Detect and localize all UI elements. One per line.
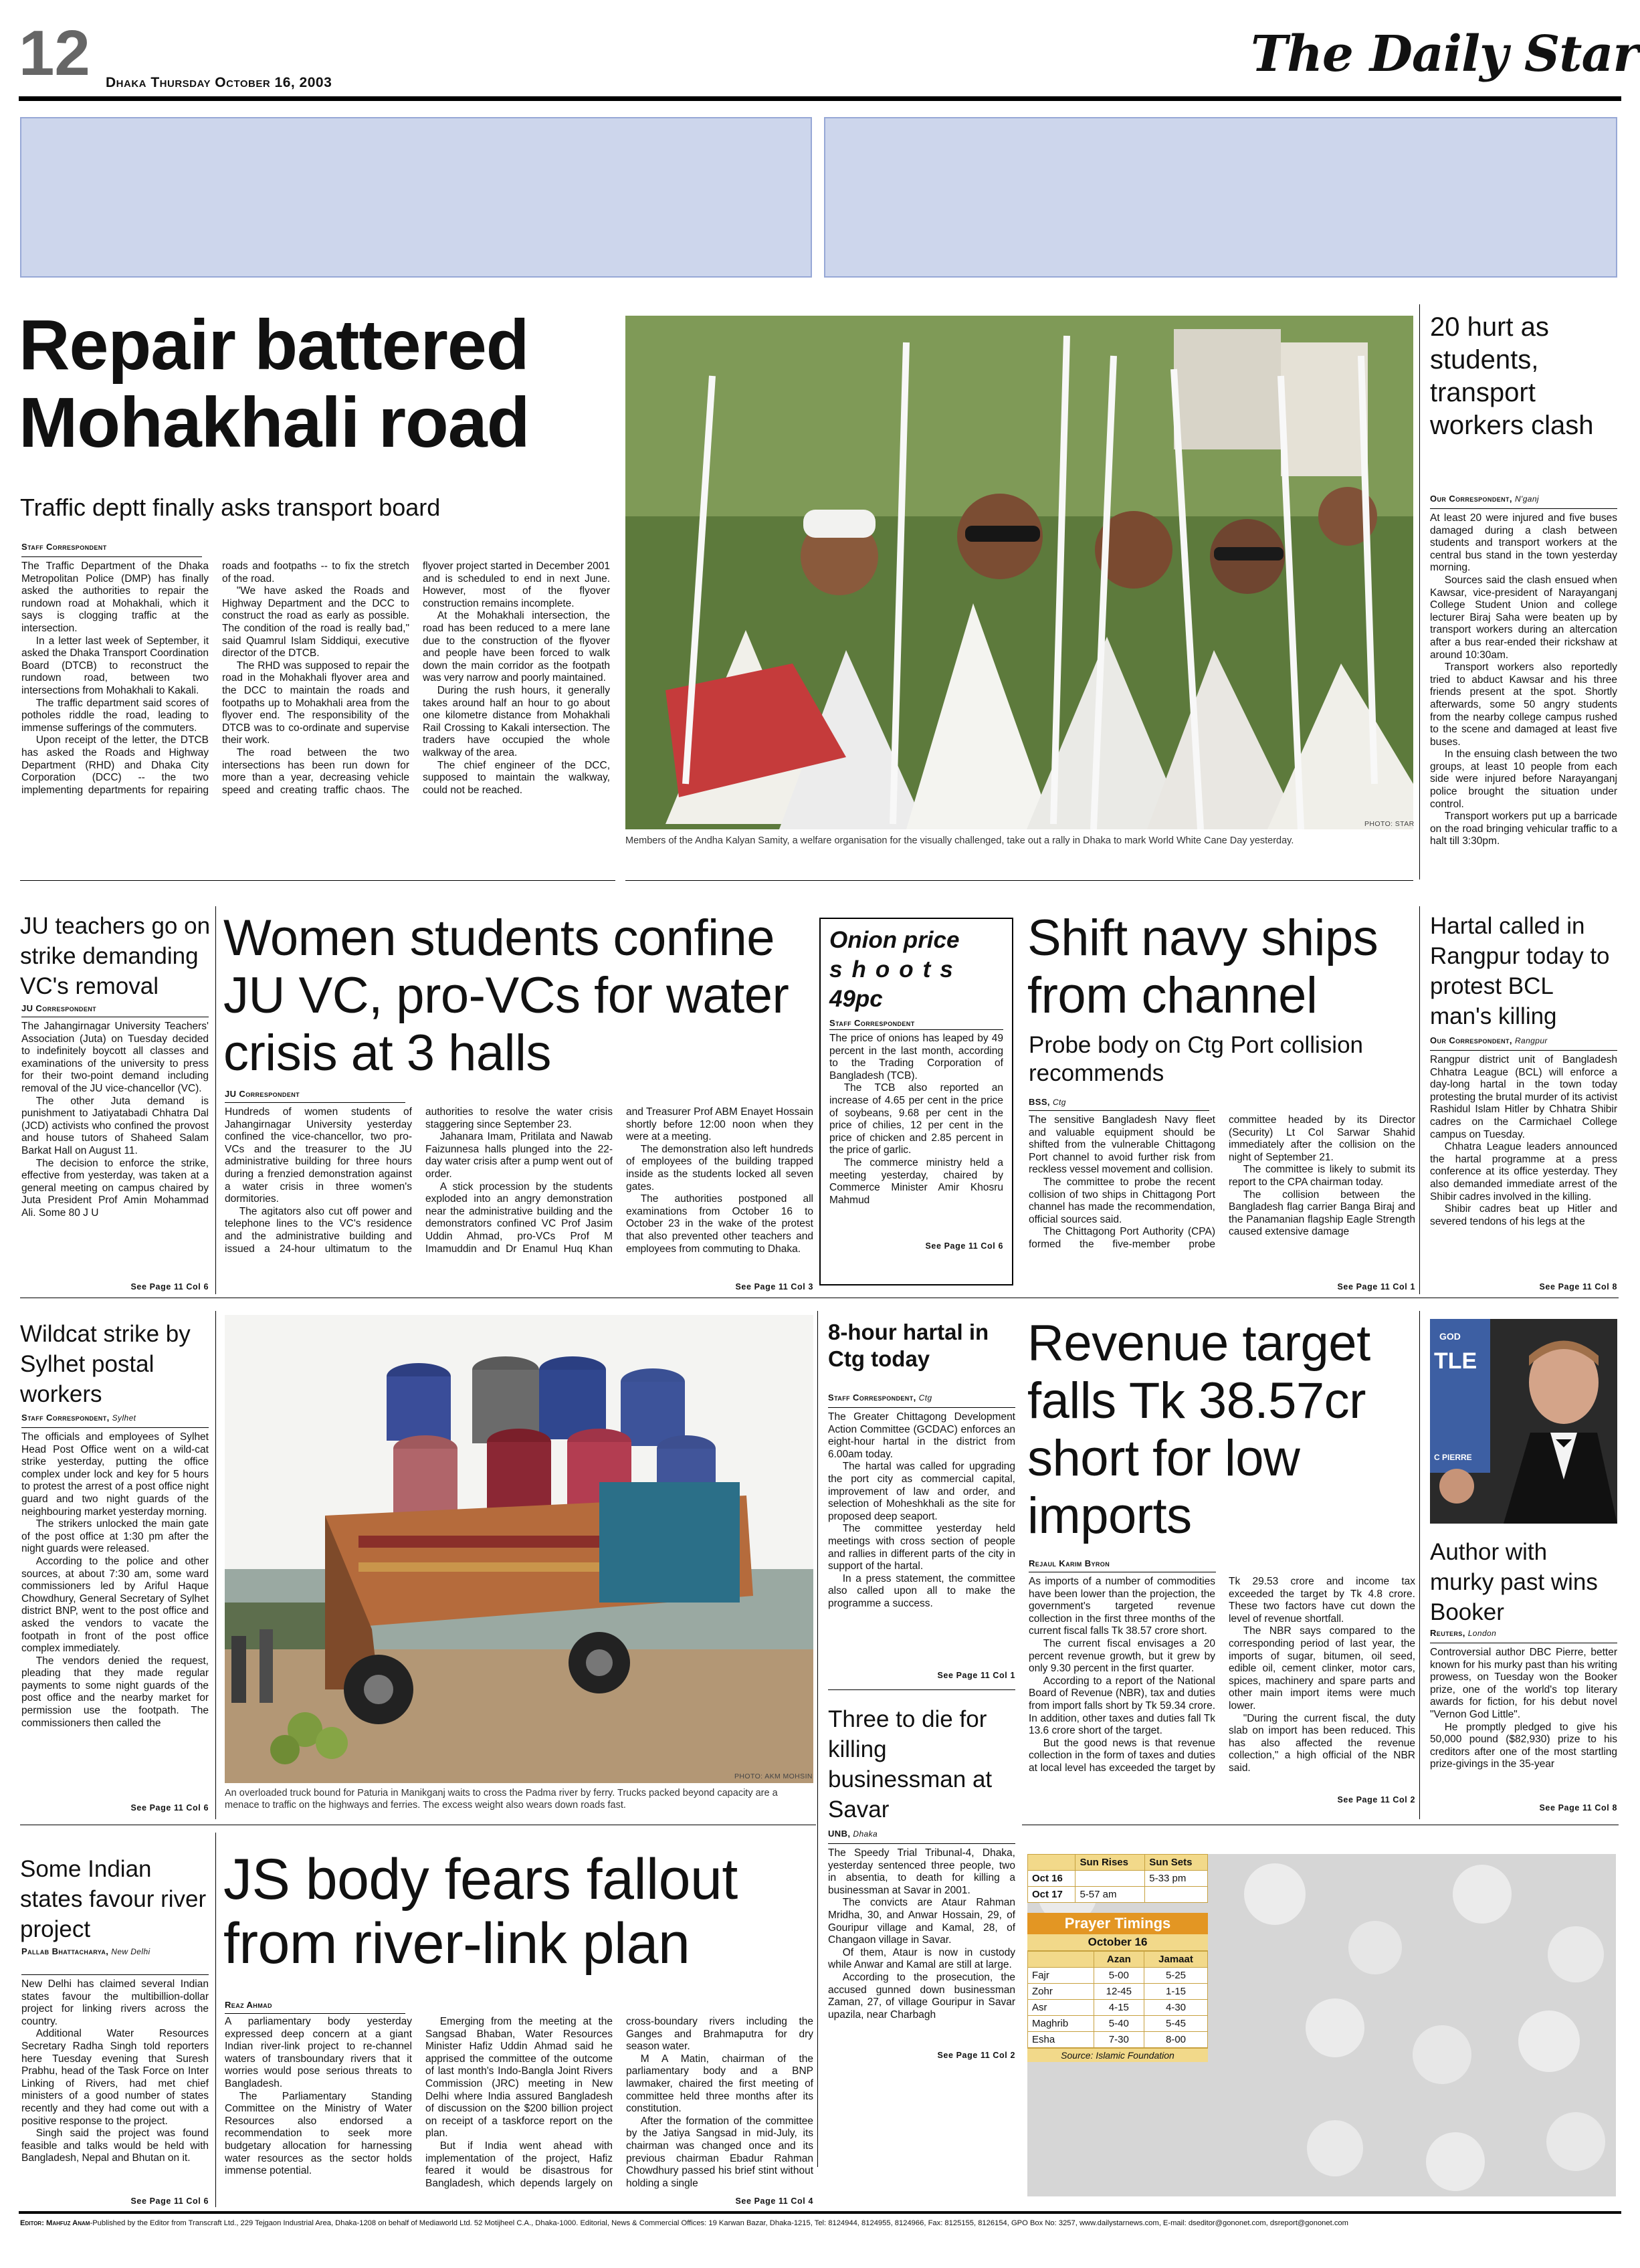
prayer-table-header-cell: Jamaat	[1144, 1952, 1208, 1968]
rangpur-headline: Hartal called in Rangpur today to protest BCL man's killing	[1430, 913, 1610, 1029]
navy-para: The committee is likely to submit its report to the CPA chairman today.	[1229, 1164, 1415, 1188]
timings-panel	[1027, 1854, 1616, 2196]
js-body-para: Emerging from the meeting at the Sangsad Bhaban, Water Resources Minister Hafiz Uddin Ahmad said he apprised the committee of the outcome of last month's Indo-Bangla Joint Rivers Commission (JRC) meeting in New Delhi where India assured Bangladesh of discussion on the $200 billion project on receipt of a taskforce report on the plan.	[425, 2016, 613, 2140]
prayer-source: Source: Islamic Foundation	[1027, 2048, 1208, 2062]
ju-strike-byline: JU Correspondent	[21, 1003, 97, 1013]
lead-headline-line2: Mohakhali road	[19, 383, 530, 462]
footer-editor-name: Mahfuz Anam	[46, 2219, 90, 2227]
prayer-table-grid	[1027, 1951, 1208, 2048]
booker-body	[1430, 1647, 1617, 1800]
revenue-body	[1029, 1561, 1415, 1807]
river-project-byline-location: New Delhi	[111, 1947, 150, 1956]
navy-subhead: Probe body on Ctg Port collision recommends	[1029, 1032, 1363, 1086]
navy-para: The committee to probe the recent collision of two ships in Chittagong Port channel has made the recommendation, official sources said.	[1029, 1176, 1215, 1225]
prayer-table-cell: 7-30	[1094, 2032, 1144, 2048]
sun-table	[1027, 1854, 1208, 1903]
prayer-table-row	[1028, 2016, 1208, 2032]
clash-para: Transport workers put up a barricade on the road bringing vehicular traffic to a halt till 3:30pm.	[1430, 811, 1617, 847]
booker-byline-name: Reuters,	[1430, 1628, 1465, 1638]
prayer-table-cell: Asr	[1028, 2000, 1094, 2016]
js-body-para: After the formation of the committee by the Jatiya Sangsad in mid-July, its chairman was changed once and its previous chairman Ebadur Rahman Chowdhury passed his brief stint without holding a single	[626, 2115, 813, 2189]
sylhet-byline-name: Staff Correspondent,	[21, 1413, 110, 1423]
clash-body	[1430, 512, 1617, 878]
women-students-para: The authorities postponed all examinations from October 16 to October 23 in the wake of the protest that also prevented other teachers and employees from commuting to Dhaka.	[626, 1193, 813, 1255]
lead-headline-line1: Repair battered	[19, 306, 529, 385]
booker-see-page: See Page 11 Col 8	[1539, 1803, 1617, 1813]
book-cover-text-3: C PIERRE	[1434, 1453, 1472, 1462]
river-project-para: Singh said the project was found feasible and talks would be held with Bangladesh, Nepal and Bhutan on it.	[21, 2128, 209, 2164]
prayer-table-cell: 8-00	[1144, 2032, 1208, 2048]
onion-byline-rule	[829, 1029, 1003, 1030]
ju-strike-para: The Jahangirnagar University Teachers' Association (Juta) on Tuesday decided to indefinitely boycott all classes and examinations of the university to press for their two-point demand including removal of the JU vice-chancellor (VC).	[21, 1021, 209, 1094]
river-project-headline: Some Indian states favour river project	[20, 1856, 207, 1942]
revenue-byline: Rejaul Karim Byron	[1029, 1558, 1110, 1568]
revenue-para: The current fiscal envisages a 20 percent revenue growth, but it grew by only 9.30 percent in the first quarter.	[1029, 1637, 1215, 1675]
footer-imprint	[20, 2219, 1619, 2227]
lead-byline-rule	[21, 556, 202, 557]
rally-photo-credit: PHOTO: STAR	[1364, 820, 1415, 828]
prayer-table	[1027, 1913, 1208, 2062]
navy-headline: Shift navy ships from channel	[1027, 910, 1378, 1024]
ctg-hartal-see-page: See Page 11 Col 1	[937, 1671, 1015, 1680]
ctg-hartal-para: In a press statement, the committee also called upon all to make the programme a success.	[828, 1572, 1015, 1609]
ju-strike-headline: JU teachers go on strike demanding VC's removal	[20, 913, 211, 999]
women-students-byline: JU Correspondent	[225, 1089, 300, 1099]
river-project-byline-rule	[21, 1974, 209, 1975]
rangpur-byline	[1430, 1035, 1617, 1045]
river-project-see-page: See Page 11 Col 6	[130, 2196, 209, 2206]
rally-photo-art	[625, 316, 1413, 829]
navy-para: The sensitive Bangladesh Navy fleet and valuable equipment should be shifted from the vulnerable Chittagong Port channel to avoid further risk from reckless vessel movement and collision.	[1029, 1114, 1215, 1176]
sun-table-row	[1028, 1887, 1208, 1903]
lead-subhead: Traffic deptt finally asks transport board	[20, 494, 441, 521]
savar-headline: Three to die for killing businessman at Savar	[828, 1706, 993, 1823]
prayer-table-header-cell	[1028, 1952, 1094, 1968]
col-divider	[215, 906, 216, 1294]
clash-byline-name: Our Correspondent,	[1430, 494, 1512, 504]
sun-table-cell: 5-57 am	[1075, 1887, 1145, 1903]
savar-byline	[828, 1829, 1015, 1839]
prayer-table-cell: Esha	[1028, 2032, 1094, 2048]
prayer-table-header	[1028, 1952, 1208, 1968]
clash-para: At least 20 were injured and five buses damaged during a clash between students and transport workers at the central bus stand in the town yesterday morning.	[1430, 512, 1617, 574]
footer-editor-label: Editor:	[20, 2219, 44, 2227]
lead-bottom-rule	[20, 880, 615, 881]
sylhet-para: The strikers unlocked the main gate of the post office at 1:30 pm after the night guards were released.	[21, 1518, 209, 1555]
clash-byline-location: N'ganj	[1514, 494, 1539, 504]
rally-photo-caption: Members of the Andha Kalyan Samity, a welfare organisation for the visually challenged, take out a rally in Dhaka to mark World White Cane Day yesterday.	[625, 835, 1294, 846]
booker-headline: Author with murky past wins Booker	[1430, 1539, 1598, 1625]
booker-byline	[1430, 1628, 1617, 1638]
onion-headline-line2: shoots	[829, 956, 962, 983]
onion-body	[829, 1033, 1003, 1237]
onion-headline-line3: 49pc	[829, 986, 883, 1012]
savar-byline-rule	[828, 1843, 1015, 1844]
right-col-divider-2	[1419, 906, 1420, 1294]
sun-table-cell	[1075, 1871, 1145, 1887]
river-project-para: Additional Water Resources Secretary Radha Singh told reporters here Tuesday evening that Suresh Prabhu, head of the Task Force on Inter Linking of Rivers, had met chief ministers of a good number of states recently and they had come out with a positive response to the project.	[21, 2028, 209, 2127]
river-project-byline	[21, 1946, 209, 1956]
right-col-divider-3	[1419, 1311, 1420, 1819]
sylhet-byline-location: Sylhet	[112, 1413, 136, 1423]
women-students-para: The agitators also cut off power and telephone lines to the VC's residence and the administrative building and issued a 24-hour ultimatum to the authorities to resolve the water crisis staggering since September 23.	[225, 1106, 613, 1255]
lead-para: The Traffic Department of the Dhaka Metropolitan Police (DMP) has finally asked the authorities to repair the rundown road at Mohakhali, which it says is clogging traffic at the intersection.	[21, 560, 209, 634]
onion-see-page: See Page 11 Col 6	[925, 1241, 1003, 1251]
clash-para: In the ensuing clash between the two groups, at least 10 people from each side were injured before Narayanganj police brought the situation under control.	[1430, 748, 1617, 810]
navy-para: The Chittagong Port Authority (CPA) formed the five-member probe committee headed by its Director (Security) Lt Col Sarwar Shahid immediately after the collision on the night of September 21.	[1029, 1114, 1415, 1250]
rangpur-body	[1430, 1054, 1617, 1279]
savar-para: According to the prosecution, the accused gunned down businessman Zaman, 27, of village Gouripur in Savar upazila, near Charbagh	[828, 1971, 1015, 2021]
lead-para: In a letter last week of September, it asked the Dhaka Transport Coordination Board (DTCB) to reconstruct the rundown road, between two intersections from Mohakhali to Kakali.	[21, 635, 209, 696]
ctg-hartal-byline-name: Staff Correspondent,	[828, 1393, 916, 1403]
ju-strike-see-page: See Page 11 Col 6	[130, 1282, 209, 1292]
lead-para: The RHD was supposed to repair the road in the Mohakhali flyover area and the DCC to maintain the roads and footpaths up to Mohakhali area from the flyover end. The responsibility of the DTCB was to co-ordinate and supervise their work.	[222, 659, 409, 746]
savar-byline-location: Dhaka	[853, 1829, 878, 1839]
women-students-para: The demonstration also left hundreds of employees of the building trapped inside as the students locked all seven gates.	[626, 1143, 813, 1193]
sylhet-see-page: See Page 11 Col 6	[130, 1803, 209, 1813]
onion-para: The TCB also reported an increase of 4.65 per cent in the price of soybeans, 9.68 per cent in the price of chilies, 12 per cent in the price of chicken and 2.85 percent in the price of garlic.	[829, 1082, 1003, 1156]
revenue-para: "During the current fiscal, the duty slab on import has been reduced. This has also affected the revenue collection," a high official of the NBR said.	[1229, 1712, 1415, 1774]
booker-para: He promptly pledged to give his 50,000 pound ($82,930) prize to his creditors after one of the most startling prize-givings in the 35-year	[1430, 1721, 1617, 1770]
women-students-body	[225, 1106, 813, 1279]
ju-strike-para: The decision to enforce the strike, effective from yesterday, was taken at a general meeting on campus chaired by Juta President Prof Amin Mohammad Ali. Some 80 J U	[21, 1157, 209, 1219]
women-students-para: Hundreds of women students of Jahangirnagar University yesterday confined the vice-chancellor, two pro-VCs and the treasurer to the JU administrative building for three hours during a frenzied demonstration against a water crisis in three women's dormitories.	[225, 1106, 412, 1205]
booker-byline-location: London	[1467, 1629, 1497, 1638]
js-body-byline: Reaz Ahmad	[225, 2000, 272, 2010]
navy-para: The collision between the Bangladesh flag carrier Banga Biraj and the Panamanian flagship Eagle Strength caused extensive damage	[1229, 1189, 1415, 1238]
savar-body	[828, 1847, 1015, 2047]
sylhet-para: According to the police and other sources, at about 7:30 am, some ward commissioners led by Ariful Haque Chowdhury, General Secretary of Sylhet district BNP, went to the post office and asked the vendors to vacate the footpath in front of the post office complex immediately.	[21, 1555, 209, 1655]
prayer-table-cell: Fajr	[1028, 1968, 1094, 1984]
prayer-table-cell: 1-15	[1144, 1984, 1208, 2000]
js-body-para: M A Matin, chairman of the parliamentary body and a BNP lawmaker, chaired the first meeting of committee held three months after its constitution.	[626, 2053, 813, 2115]
rangpur-byline-name: Our Correspondent,	[1430, 1035, 1512, 1045]
dateline: Dhaka Thursday October 16, 2003	[106, 75, 332, 90]
truck-photo-caption: An overloaded truck bound for Paturia in Manikganj waits to cross the Padma river by ferry. Trucks packed beyond capacity are a menace to traffic on the highways and ferries. The excess weight also wears down roads fast.	[225, 1788, 778, 1811]
ctg-hartal-para: The Greater Chittagong Development Action Committee (GCDAC) enforces an eight-hour hartal in the district from 6.00am today.	[828, 1411, 1015, 1460]
rangpur-para: Chhatra League leaders announced the hartal programme at a press conference at its office yesterday. They also demanded immediate arrest of the Shibir cadres involved in the killing.	[1430, 1141, 1617, 1203]
clash-para: Transport workers also reportedly tried to abduct Kawsar and his three friends present at the spot. Shortly afterwards, some 50 angry students from the nearby college campus rushed to the scene and damaged at least five buses.	[1430, 661, 1617, 748]
footer-imprint-text: -Published by the Editor from Transcraft Ltd., 229 Tejgaon Industrial Area, Dhaka-1208 on behalf of Mediaworld Ltd. 52 Motijheel C.A., Dhaka-1000. Editorial, News & Commercial Offices: 19 Karwan Bazar, Dhaka-1215, Tel: 8124944, 8124955, 8124966, Fax: 8125155, 8126154, GPO Box No: 3257, www.dailystarnews.com, E-mail: dseditor@gononet.com, dsreport@gononet.com	[90, 2219, 1348, 2227]
ctg-hartal-bottom-rule	[828, 1689, 1015, 1690]
truck-photo	[225, 1315, 813, 1783]
navy-byline-location: Ctg	[1052, 1098, 1066, 1107]
lead-para: The chief engineer of the DCC, supposed to maintain the walkway, could not be reached.	[423, 759, 610, 796]
js-body-para: But if India went ahead with implementation of the project, Hafiz feared it would be disastrous for Bangladesh, which depends largely on cross-boundary rivers including the Ganges and Brahmaputra for dry season water.	[425, 2016, 813, 2189]
ctg-hartal-byline-location: Ctg	[918, 1393, 932, 1403]
onion-para: The commerce ministry held a meeting yesterday, chaired by Commerce Minister Amir Khosru Mahmud	[829, 1156, 1003, 1206]
js-body-body	[225, 2001, 813, 2203]
clash-byline-rule	[1430, 508, 1617, 509]
sun-table-header-cell: Sun Rises	[1075, 1855, 1145, 1871]
ju-strike-para: The other Juta demand is punishment to Jatiyatabadi Chhatra Dal (JCD) activists who confined the provost and house tutors of Shaheed Salam Barkat Hall on August 11.	[21, 1095, 209, 1156]
river-project-body	[21, 1978, 209, 2192]
sun-table-cell: Oct 16	[1028, 1871, 1075, 1887]
lead-para: During the rush hours, it generally takes around half an hour to go about one kilometre distance from Mohakhali Rail Crossing to Kakali intersection. The traders have occupied the whole walkway of the area.	[423, 684, 610, 758]
js-body-para: The Parliamentary Standing Committee on the Ministry of Water Resources also endorsed a recommendation to seek more budgetary allocation for harnessing water resources as the sector holds immense potential.	[225, 2090, 412, 2177]
book-cover-text-1: GOD	[1439, 1331, 1461, 1342]
prayer-date: October 16	[1027, 1934, 1208, 1951]
rangpur-byline-location: Rangpur	[1514, 1036, 1548, 1045]
rangpur-see-page: See Page 11 Col 8	[1539, 1282, 1617, 1292]
js-body-see-page: See Page 11 Col 4	[735, 2196, 813, 2206]
rangpur-para: Rangpur district unit of Bangladesh Chhatra League (BCL) will enforce a day-long hartal in the town today protesting the brutal murder of its activist Rashidul Islam Hitler by Chhatra Shibir cadres on the Carmichael College campus on Tuesday.	[1430, 1054, 1617, 1140]
prayer-table-cell: Zohr	[1028, 1984, 1094, 2000]
savar-para: Of them, Ataur is now in custody while Anwar and Kamal are still at large.	[828, 1946, 1015, 1971]
rally-photo	[625, 316, 1413, 829]
savar-para: The convicts are Ataur Rahman Mridha, 30, and Anwar Hossain, 29, of Gouripur village and Kamal, 28, of Changaon village in Savar.	[828, 1897, 1015, 1946]
rangpur-byline-rule	[1430, 1050, 1617, 1051]
women-students-see-page: See Page 11 Col 3	[735, 1282, 813, 1292]
sun-table-grid	[1027, 1854, 1208, 1903]
masthead-rule	[19, 96, 1621, 101]
revenue-para: The NBR says compared to the corresponding period of last year, the imports of sugar, bitumen, oil seed, edible oil, cement clinker, motor cars, spices, machinery and spare parts and other main import items were much lower.	[1229, 1625, 1415, 1712]
lead-para: The traffic department said scores of potholes riddle the road, leading to immense sufferings of the commuters.	[21, 697, 209, 734]
sylhet-byline-rule	[21, 1427, 209, 1428]
onion-headline-line1: Onion price	[829, 927, 960, 953]
prayer-table-row	[1028, 2000, 1208, 2016]
lead-para: At the Mohakhali intersection, the road has been reduced to a mere lane due to the construction of the flyover and people have been forced to walk down the main corridor as the footpath was very narrow and poorly maintained.	[423, 610, 610, 684]
ctg-hartal-headline: 8-hour hartal in Ctg today	[828, 1320, 989, 1371]
onion-headline	[829, 926, 1003, 1014]
js-body-headline: JS body fears fallout from river-link plan	[223, 1847, 738, 1976]
women-students-byline-rule	[225, 1102, 405, 1103]
prayer-table-cell: 5-25	[1144, 1968, 1208, 1984]
lead-para: Upon receipt of the letter, the DTCB has asked the Roads and Highway Department (RHD) and Dhaka City Corporation (DCC) -- the two implementing departments for repairing roads and footpaths -- to fix the stretch of the road.	[21, 560, 409, 796]
prayer-table-header-cell: Azan	[1094, 1952, 1144, 1968]
col-divider-5	[215, 1833, 216, 2207]
sylhet-body	[21, 1431, 209, 1800]
booker-para: Controversial author DBC Pierre, better known for his murky past than his writing prowess, on Tuesday won the Booker prize, one of the world's top literary awards for fiction, for his debut novel "Vernon God Little".	[1430, 1647, 1617, 1720]
lead-byline: Staff Correspondent	[21, 542, 107, 552]
savar-para: The Speedy Trial Tribunal-4, Dhaka, yesterday sentenced three people, two in absentia, to death for killing a businessman at Savar in 2001.	[828, 1847, 1015, 1896]
sylhet-byline	[21, 1413, 215, 1423]
top-section-rule	[625, 880, 1413, 881]
revenue-see-page: See Page 11 Col 2	[1337, 1795, 1415, 1805]
ctg-hartal-para: The committee yesterday held meetings with cross section of people and rallies in different parts of the city in support of the hartal.	[828, 1523, 1015, 1572]
women-students-para: A stick procession by the students exploded into an angry demonstration near the administrative building and the demonstrators confined VC Prof Jasim Uddin Ahmad, pro-VCs Prof M Imamuddin and Dr Enamul Huq Khan and Treasurer Prof ABM Enayet Hossain shortly before 12:00 noon when they were at a meeting.	[425, 1106, 813, 1255]
lead-para: "We have asked the Roads and Highway Department and the DCC to construct the road as early as possible. The condition of the road is really bad," said Quamrul Islam Siddiqui, executive director of the DTCB.	[222, 585, 409, 659]
sylhet-para: The vendors denied the request, pleading that they made regular payments to some night guards of the post office and the nearby market for permission use the footpath. The commissioners then called the	[21, 1655, 209, 1729]
prayer-title: Prayer Timings	[1027, 1913, 1208, 1934]
prayer-table-row	[1028, 1984, 1208, 2000]
revenue-para: According to a report of the National Board of Revenue (NBR), tax and duties from import falls short by Tk 59.34 crore. In addition, other taxes and duties fall Tk 13.6 crore short of the target.	[1029, 1675, 1215, 1737]
prayer-table-cell: 5-40	[1094, 2016, 1144, 2032]
river-project-byline-name: Pallab Bhattacharya,	[21, 1946, 109, 1956]
book-cover-text-2: TLE	[1434, 1348, 1477, 1374]
truck-photo-credit: PHOTO: AKM MOHSIN	[734, 1772, 813, 1780]
sylhet-para: The officials and employees of Sylhet Head Post Office went on a wild-cat strike yesterday, putting the office complex under lock and key for 5 hours to protest the arrest of a post office night guard and two night guards of the neighbouring market yesterday morning.	[21, 1431, 209, 1518]
sun-table-header-cell	[1028, 1855, 1075, 1871]
women-students-para: Jahanara Imam, Pritilata and Nawab Faizunnesa halls plunged into the 22-day water crisis after a pump went out of order.	[425, 1131, 613, 1180]
prayer-table-row	[1028, 1968, 1208, 1984]
savar-byline-name: UNB,	[828, 1829, 851, 1839]
sun-table-cell	[1145, 1887, 1208, 1903]
clash-para: Sources said the clash ensued when Kawsar, vice-president of Narayanganj College Student Union and college lecturer Biraj Saha were beaten up by transport workers during an altercation after a bus rear-ended their rickshaw at around 10:30am.	[1430, 574, 1617, 661]
revenue-para: As imports of a number of commodities have been lower than the projection, the government's targeted revenue collection in the first three months of the current fiscal falls Tk 38.57 crore short.	[1029, 1576, 1215, 1637]
women-students-headline: Women students confine JU VC, pro-VCs for water crisis at 3 halls	[223, 910, 789, 1081]
prayer-table-cell: 12-45	[1094, 1984, 1144, 2000]
lead-body	[21, 560, 610, 875]
onion-para: The price of onions has leaped by 49 percent in the last month, according to the Trading Corporation of Bangladesh (TCB).	[829, 1033, 1003, 1081]
onion-box	[819, 918, 1013, 1285]
prayer-table-cell: Maghrib	[1028, 2016, 1094, 2032]
onion-byline: Staff Correspondent	[829, 1018, 915, 1028]
prayer-table-cell: 4-30	[1144, 2000, 1208, 2016]
sun-table-header	[1028, 1855, 1208, 1871]
navy-body	[1029, 1105, 1415, 1277]
js-body-para: A parliamentary body yesterday expressed deep concern at a giant Indian river-link project to re-channel waters of transboundary rivers that it worries would pose serious threats to Bangladesh.	[225, 2016, 412, 2089]
prayer-table-cell: 5-00	[1094, 1968, 1144, 1984]
ctg-hartal-byline-rule	[828, 1407, 1015, 1408]
river-project-para: New Delhi has claimed several Indian states favour the multibillion-dollar project for linking rivers across the country.	[21, 1978, 209, 2027]
col-divider-3	[215, 1311, 216, 1819]
navy-see-page: See Page 11 Col 1	[1337, 1282, 1415, 1292]
col-divider-4	[817, 1311, 818, 2167]
page-number: 12	[19, 17, 90, 89]
sun-table-cell: 5-33 pm	[1145, 1871, 1208, 1887]
rangpur-para: Shibir cadres beat up Hitler and severed tendons of his legs at the	[1430, 1203, 1617, 1227]
ju-strike-body	[21, 1021, 209, 1279]
prayer-table-cell: 4-15	[1094, 2000, 1144, 2016]
ad-box-left	[20, 117, 812, 278]
ctg-hartal-para: The hartal was called for upgrading the port city as commercial capital, improvement of law and order, and selection of Moheshkhali as the site for proposed deep seaport.	[828, 1461, 1015, 1522]
prayer-table-row	[1028, 2032, 1208, 2048]
prayer-table-cell: 5-45	[1144, 2016, 1208, 2032]
footer-rule	[19, 2211, 1621, 2214]
sun-table-row	[1028, 1871, 1208, 1887]
sun-table-header-cell: Sun Sets	[1145, 1855, 1208, 1871]
lead-para: The road between the two intersections has been run down for more than a year, decreasing vehicle speed and creating traffic chaos. The flyover project started in December 2001 and is scheduled to end in next June. However, most of the flyover construction remains incomplete.	[222, 560, 610, 796]
navy-byline-name: BSS,	[1029, 1097, 1050, 1107]
revenue-headline: Revenue target falls Tk 38.57cr short for low imports	[1027, 1315, 1370, 1544]
paper-name: The Daily Star	[1251, 25, 1639, 83]
clash-headline: 20 hurt as students, transport workers clash	[1430, 312, 1594, 440]
booker-photo	[1430, 1319, 1617, 1524]
sylhet-headline: Wildcat strike by Sylhet postal workers	[20, 1321, 191, 1407]
ctg-hartal-body	[828, 1411, 1015, 1665]
savar-see-page: See Page 11 Col 2	[937, 2051, 1015, 2060]
ctg-hartal-byline	[828, 1393, 1015, 1403]
sun-table-cell: Oct 17	[1028, 1887, 1075, 1903]
lead-headline	[19, 306, 621, 461]
right-col-divider	[1419, 304, 1420, 880]
ad-box-right	[824, 117, 1617, 278]
clash-byline	[1430, 494, 1617, 504]
truck-photo-art	[225, 1315, 813, 1783]
revenue-para: But the good news is that revenue collection in the form of taxes and duties at local level has exceeded the target by Tk 29.53 crore and income tax exceeded the target by Tk 4.8 crore. These two factors have cut down the level of revenue shortfall.	[1029, 1576, 1415, 1774]
